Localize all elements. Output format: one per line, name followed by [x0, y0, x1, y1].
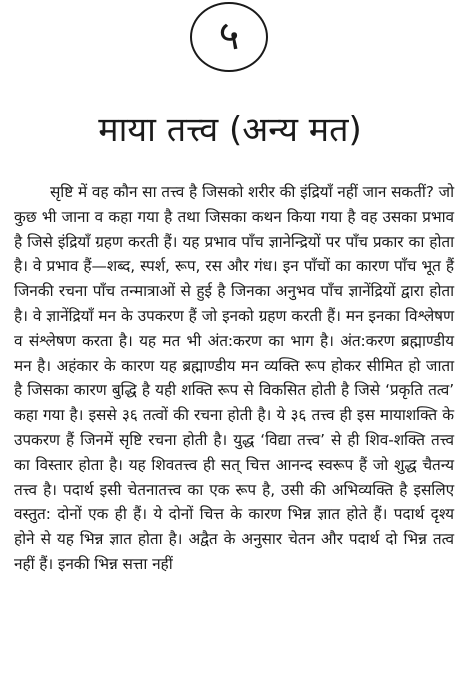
chapter-number: ५: [218, 13, 240, 59]
body-paragraph: सृष्टि में वह कौन सा तत्त्व है जिसको शरीर की इंद्रियाँ नहीं जान सकतीं? जो कुछ भी जाना व कहा गया है तथा जिसका कथन किया गया है वह उसका प्रभाव है जिसे इंद्रियाँ ग्रहण करती हैं। यह प्रभाव पाँच ज्ञानेन्द्रियों पर पाँच प्रकार का होता है। वे प्रभाव हैं—शब्द, स्पर्श, रूप, रस और गंध। इन पाँचों का कारण पाँच भूत हैं जिनकी रचना पाँच तन्मात्राओं से हुई है जिनका अनुभव पाँच ज्ञानेंद्रियों द्वारा होता है। वे ज्ञानेंद्रियाँ मन के उपकरण हैं जो इनको ग्रहण करती हैं। मन इनका विश्लेषण व संश्लेषण करता है। यह मत भी अंत:करण का भाग है। अंत:करण ब्रह्माण्डीय मन है। अहंकार के कारण यह ब्रह्माण्डीय मन व्यक्ति रूप होकर सीमित हो जाता है जिसका कारण बुद्धि है यही शक्ति रूप से विकसित होती है जिसे ‘प्रकृति तत्व’ कहा गया है। इससे ३६ तत्वों की रचना होती है। ये ३६ तत्त्व ही इस मायाशक्ति के उपकरण हैं जिनमें सृष्टि रचना होती है। युद्ध ‘विद्या तत्त्व’ से ही शिव-शक्ति तत्त्व का विस्तार होता है। यह शिवतत्त्व ही सत् चित्त आनन्द स्वरूप हैं जो शुद्ध चैतन्य तत्त्व है। पदार्थ इसी चेतनातत्त्व का एक रूप है, उसी की अभिव्यक्ति है इसलिए वस्तुत: दोनों एक ही हैं। ये दोनों चित्त के कारण भिन्न ज्ञात होते हैं। पदार्थ दृश्य होने से यह भिन्न ज्ञात होता है। अद्वैत के अनुसार चेतन और पदार्थ दो भिन्न तत्व नहीं हैं। इनकी भिन्न सत्ता नहीं: [14, 183, 454, 573]
chapter-title: माया तत्त्व (अन्य मत): [98, 110, 362, 150]
chapter-number-circle: [190, 2, 268, 72]
